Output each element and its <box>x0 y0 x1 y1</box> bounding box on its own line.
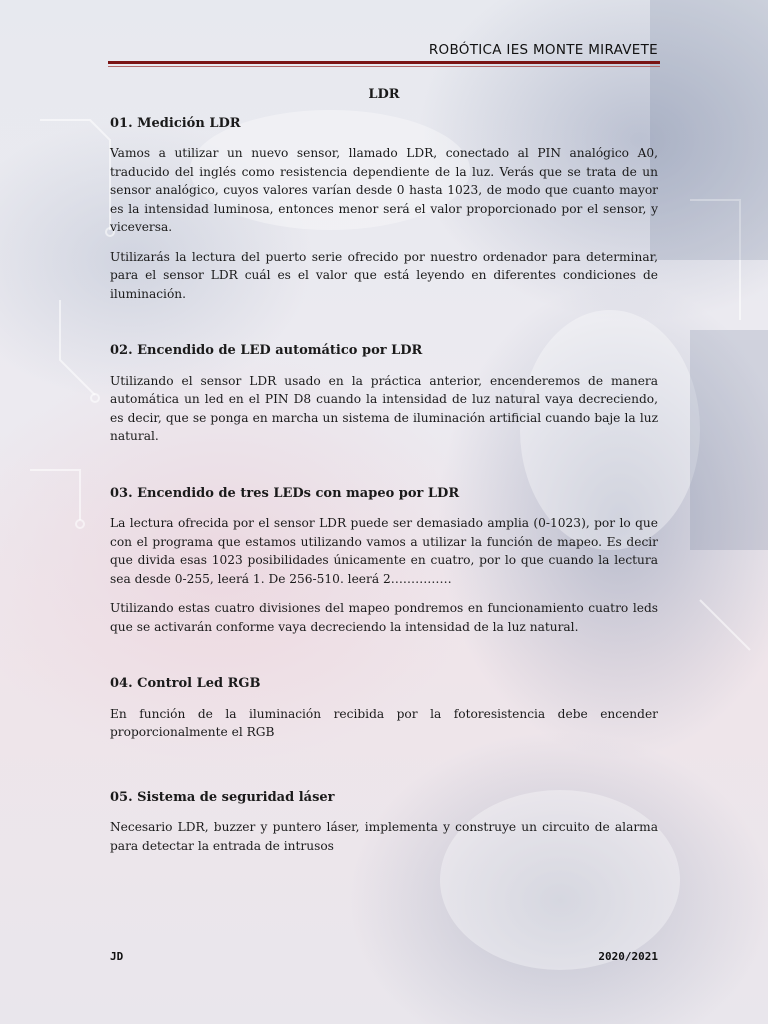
section-02-paragraph-1: Utilizando el sensor LDR usado en la práctica anterior, encenderemos de manera automática un led en el PIN D8 cuando la intensidad de luz natural vaya decreciendo, es decir, que se ponga en marcha un sistema de iluminación artificial cuando baje la luz natural. <box>110 373 658 443</box>
section-title-03: 03. Encendido de tres LEDs con mapeo por LDR <box>110 485 460 501</box>
section-03-paragraph-1: La lectura ofrecida por el sensor LDR puede ser demasiado amplia (0-1023), por lo que con el programa que estamos utilizando vamos a utilizar la función de mapeo. Es decir que divida esas 1023 posibilidades únicamente en cuatro, por lo que cuando la lectura sea desde 0-255, leerá 1. De 256-510. leerá 2…………… <box>110 516 658 586</box>
section-01-paragraph-2: Utilizarás la lectura del puerto serie ofrecido por nuestro ordenador para determinar, para el sensor LDR cuál es el valor que está leyendo en diferentes condiciones de iluminación. <box>110 249 658 301</box>
section-title-02: 02. Encendido de LED automático por LDR <box>110 343 423 358</box>
section-01-paragraph-1: Vamos a utilizar un nuevo sensor, llamado LDR, conectado al PIN analógico A0, traducido del inglés como resistencia dependiente de la luz. Verás que se trata de un sensor analógico, cuyos valores varían desde 0 hasta 1023, de modo que cuanto mayor es la intensidad luminosa, entonces menor será el valor proporcionado por el sensor, y viceversa. <box>110 146 658 234</box>
header-title: ROBÓTICA IES MONTE MIRAVETE <box>428 42 658 58</box>
header-rule-thin <box>108 66 660 67</box>
section-title-01: 01. Medición LDR <box>110 115 241 131</box>
footer-year: 2020/2021 <box>598 950 658 963</box>
section-04-paragraph-1: En función de la iluminación recibida por la fotoresistencia debe encender proporcionalmente el RGB <box>110 706 658 739</box>
section-title-04: 04. Control Led RGB <box>110 676 261 691</box>
section-title-05: 05. Sistema de seguridad láser <box>110 789 335 805</box>
footer-author: JD <box>110 950 124 963</box>
section-05-paragraph-1: Necesario LDR, buzzer y puntero láser, implementa y construye un circuito de alarma para detectar la entrada de intrusos <box>110 820 658 853</box>
section-03-paragraph-2: Utilizando estas cuatro divisiones del mapeo pondremos en funcionamiento cuatro leds que se activarán conforme vaya decreciendo la intensidad de la luz natural. <box>110 601 658 634</box>
header-rule <box>108 61 660 64</box>
document-body <box>110 86 658 866</box>
document-title: LDR <box>368 87 400 102</box>
